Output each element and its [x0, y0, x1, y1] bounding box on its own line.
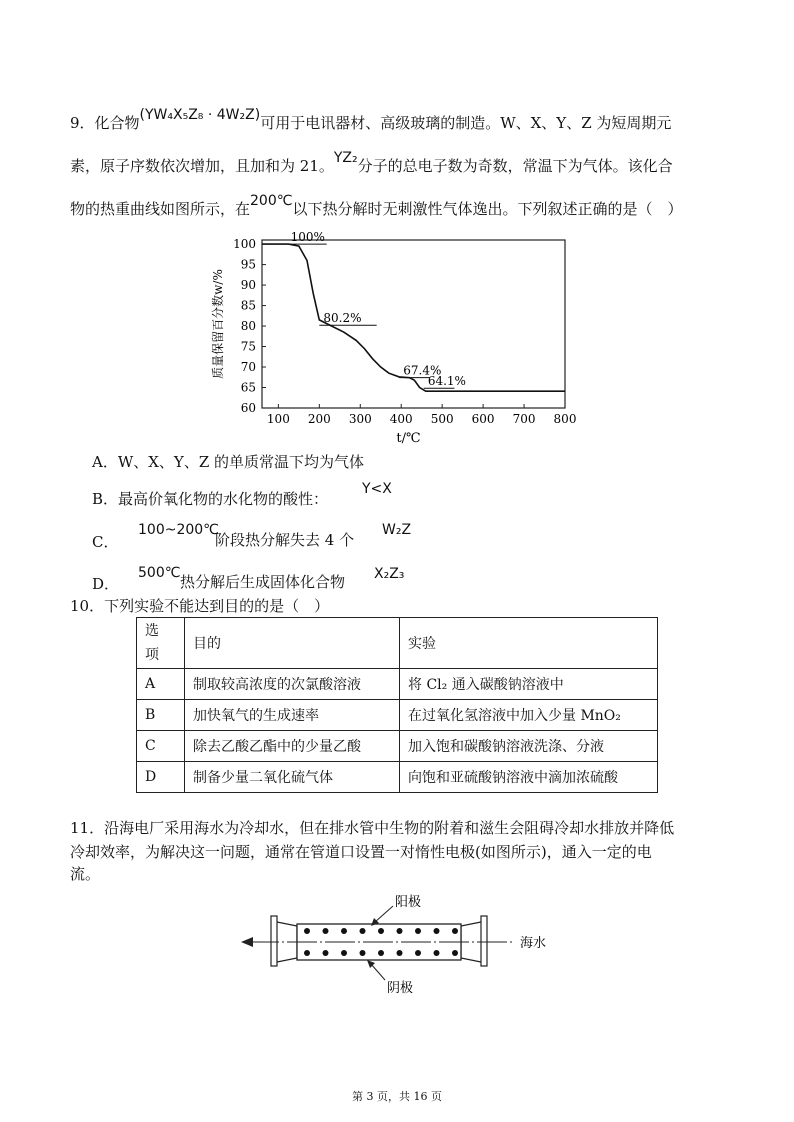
x-tick-label: 100 — [266, 412, 290, 426]
q9-option-a — [92, 452, 364, 472]
y-tick-label: 100 — [233, 237, 256, 252]
q9-line3-a: 物的热重曲线如图所示，在 — [70, 200, 251, 218]
y-tick-label: 80 — [240, 319, 256, 334]
table-cell: 加入饱和碳酸钠溶液洗涤、分液 — [400, 731, 658, 762]
electrode-dot — [397, 950, 403, 956]
table-cell: 在过氧化氢溶液中加入少量 MnO₂ — [400, 700, 658, 731]
q9-line3-b: 以下热分解时无刺激性气体逸出。下列叙述正确的是（ ） — [292, 200, 683, 218]
table-cell: 将 Cl₂ 通入碳酸钠溶液中 — [400, 669, 658, 700]
anode-label: 阳极 — [395, 895, 422, 910]
electrode-dot — [397, 928, 403, 934]
x-tick-label: 500 — [430, 412, 454, 426]
q9-line2-b: 分子的总电子数为奇数，常温下为气体。该化合 — [357, 157, 673, 175]
q9-option-d — [92, 574, 119, 594]
table-cell: B — [137, 700, 185, 731]
x-axis-label: t/℃ — [396, 431, 421, 446]
electrode-dot — [452, 928, 458, 934]
right-flange — [481, 916, 487, 966]
electrode-dot — [360, 950, 366, 956]
cathode-dots — [304, 950, 458, 956]
table-header-row — [137, 618, 658, 669]
q9-option-a-text: A．W、X、Y、Z 的单质常温下均为气体 — [92, 453, 365, 471]
thermo-chart — [210, 225, 590, 450]
y-tick-label: 90 — [240, 278, 256, 293]
electrode-dot — [304, 950, 310, 956]
table-row — [137, 669, 658, 700]
table-row — [137, 731, 658, 762]
q9-option-b — [92, 489, 328, 509]
y-axis-label: 质量保留百分数w/% — [211, 269, 225, 379]
x-tick-label: 600 — [471, 412, 495, 426]
q9-option-b-formula: Y<X — [362, 481, 392, 497]
annotation-label: 100% — [290, 230, 325, 245]
anode-pointer — [375, 906, 393, 922]
q9-line2-a: 素，原子序数依次增加，且加和为 21。 — [70, 157, 334, 175]
x-tick-label: 800 — [553, 412, 577, 426]
electrode-dot — [304, 928, 310, 934]
table-cell: 向饱和亚硫酸钠溶液中滴加浓硫酸 — [400, 762, 658, 793]
q11-line2: 冷却效率，为解决这一问题，通常在管道口设置一对惰性电极(如图所示)，通入一定的电 — [70, 843, 652, 861]
table-row — [137, 700, 658, 731]
electrode-dot — [415, 950, 421, 956]
q9-option-c-range: 100~200℃ — [138, 522, 219, 538]
q9-option-d-formula: X₂Z₃ — [374, 566, 405, 582]
table-cell: 加快氧气的生成速率 — [185, 700, 400, 731]
table-cell: A — [137, 669, 185, 700]
electrode-dot — [378, 928, 384, 934]
electrode-dot — [360, 928, 366, 934]
q9-formula3: 200℃ — [250, 193, 293, 209]
y-tick-label: 95 — [240, 257, 256, 272]
table-cell: D — [137, 762, 185, 793]
seawater-label: 海水 — [520, 936, 547, 951]
electrode-dot — [452, 950, 458, 956]
q9-option-c-prefix: C． — [92, 533, 119, 551]
q10-table — [136, 617, 658, 793]
x-tick-label: 700 — [512, 412, 536, 426]
y-tick-label: 75 — [240, 339, 256, 354]
q9-line1-a: 9．化合物 — [70, 114, 140, 132]
table-header-option: 选 项 — [137, 618, 185, 669]
electrode-dot — [434, 950, 440, 956]
table-header-purpose: 目的 — [185, 618, 400, 669]
q9-option-b-text: B．最高价氧化物的水化物的酸性： — [92, 490, 329, 508]
left-flange — [271, 916, 277, 966]
cathode-pointer — [371, 964, 385, 980]
y-tick-label: 85 — [240, 298, 256, 313]
q9-formula2: YZ₂ — [333, 150, 358, 166]
q9-option-c-formula: W₂Z — [382, 522, 412, 538]
electrode-dot — [323, 950, 329, 956]
q9-line1-b: 可用于电讯器材、高级玻璃的制造。W、X、Y、Z 为短周期元 — [260, 114, 672, 132]
q9-line3 — [70, 193, 683, 220]
table-cell: 制取较高浓度的次氯酸溶液 — [185, 669, 400, 700]
y-tick-label: 65 — [240, 380, 256, 395]
annotation-label: 67.4% — [403, 363, 442, 378]
q10-title: 10．下列实验不能达到目的的是（ ） — [70, 597, 330, 615]
q11-line1: 11．沿海电厂采用海水为冷却水，但在排水管中生物的附着和滋生会阻碍冷却水排放并降低 — [70, 819, 675, 837]
page-footer: 第 3 页，共 16 页 — [352, 1090, 442, 1103]
x-tick-label: 400 — [389, 412, 413, 426]
electrode-dot — [323, 928, 329, 934]
q9-option-c — [92, 532, 118, 552]
annotation-label: 64.1% — [427, 374, 466, 389]
table-row — [137, 762, 658, 793]
q11-line3: 流。 — [70, 865, 101, 883]
anode-dots — [304, 928, 458, 934]
electrode-dot — [341, 950, 347, 956]
q9-option-d-temp: 500℃ — [138, 565, 181, 581]
q9-line1 — [70, 107, 672, 134]
q9-option-c-mid: 阶段热分解失去 4 个 — [215, 531, 355, 549]
electrode-dot — [378, 950, 384, 956]
table-cell: 除去乙酸乙酯中的少量乙酸 — [185, 731, 400, 762]
q9-line2 — [70, 150, 673, 177]
table-cell: C — [137, 731, 185, 762]
electrode-dot — [415, 928, 421, 934]
outlet-arrow-icon — [241, 937, 253, 947]
x-tick-label: 300 — [348, 412, 372, 426]
y-tick-label: 70 — [240, 360, 256, 375]
y-tick-label: 60 — [240, 401, 256, 415]
table-cell: 制备少量二氧化硫气体 — [185, 762, 400, 793]
cathode-label: 阴极 — [387, 981, 414, 996]
electrode-dot — [341, 928, 347, 934]
annotation-label: 80.2% — [323, 311, 362, 326]
table-header-experiment: 实验 — [400, 618, 658, 669]
q9-option-d-mid: 热分解后生成固体化合物 — [180, 573, 346, 591]
electrode-dot — [434, 928, 440, 934]
x-tick-label: 200 — [307, 412, 331, 426]
electrode-diagram — [235, 880, 565, 1000]
q9-option-d-prefix: D． — [92, 575, 120, 593]
q9-formula1: (YW₄X₅Z₈ · 4W₂Z) — [139, 107, 261, 123]
